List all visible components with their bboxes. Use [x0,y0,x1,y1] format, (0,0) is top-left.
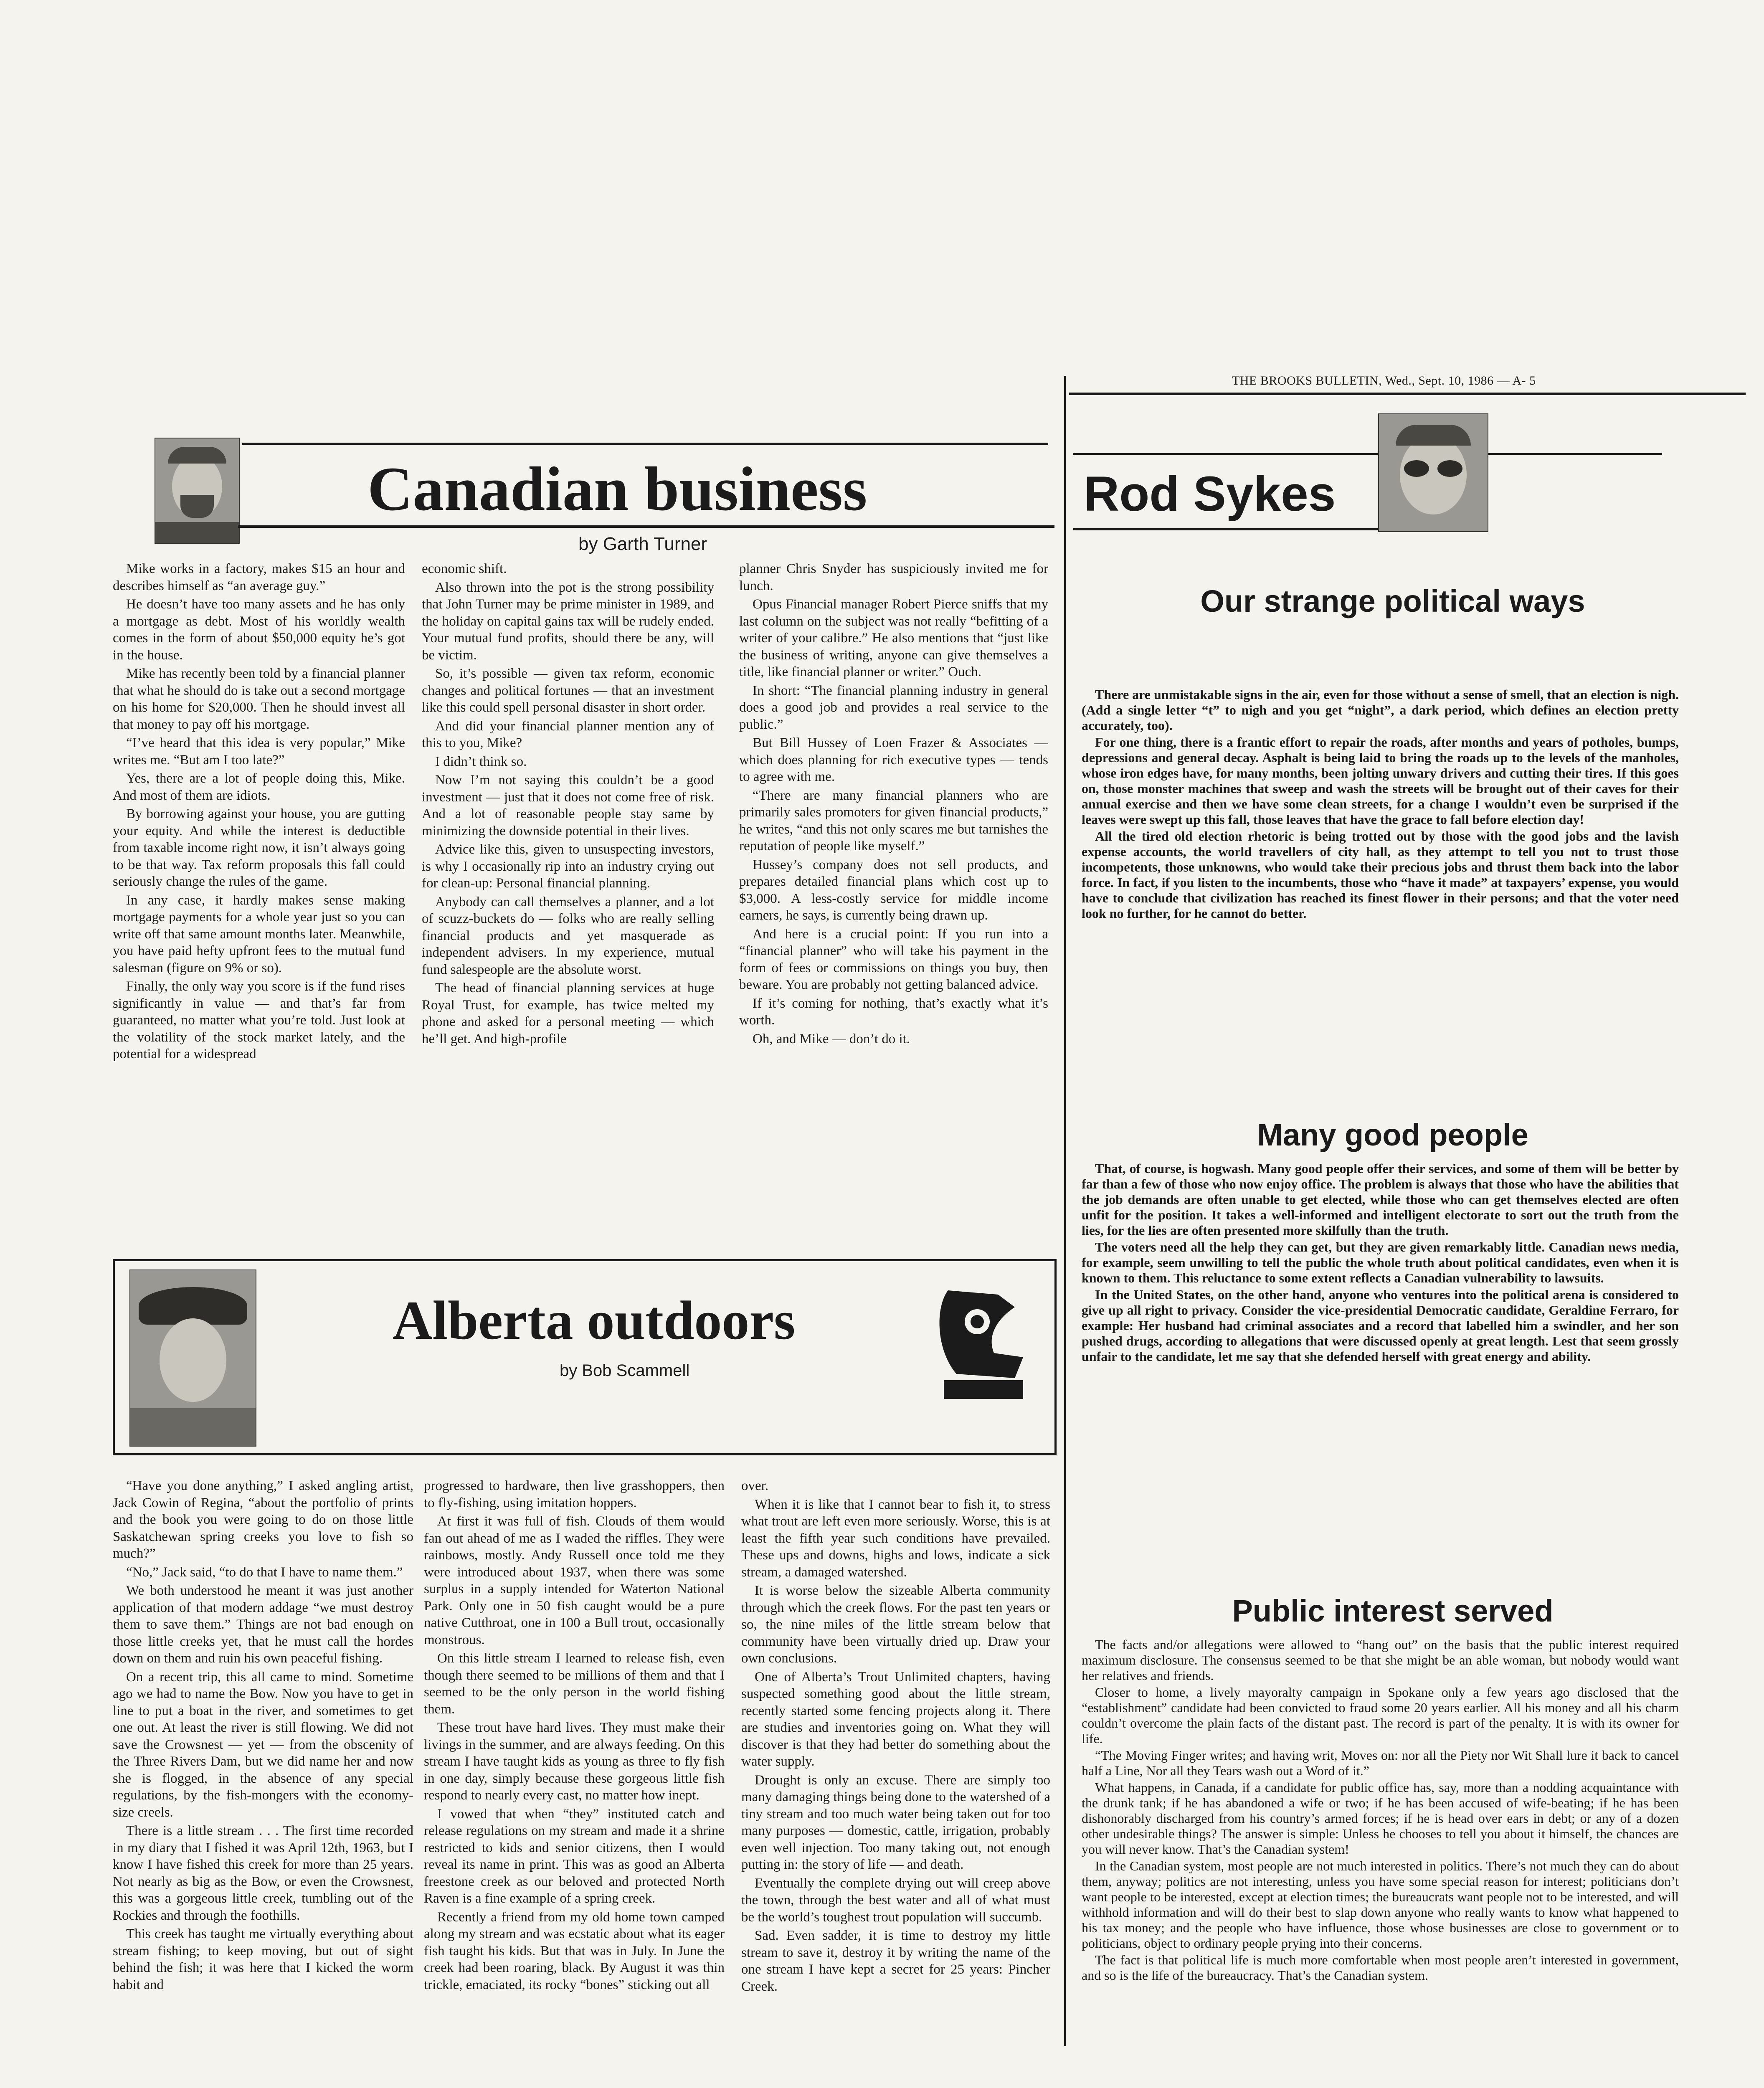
rule-bottom [238,525,1054,528]
article-column-1 [113,560,405,1224]
column-title: Alberta outdoors [393,1290,796,1351]
paragraph: There is a little stream . . . The first time recorded in my diary that I fished it was April 12th, 1963, but I know I have fished this creek for more than 25 years. Not nearly as big as the Bow, or even the Crowsnest, this was a gorgeous little creek, tumbling out of the Rockies and through the foothills. [113,1823,413,1923]
rod-sykes-photo [1378,413,1488,532]
paragraph: But Bill Hussey of Loen Frazer & Associates — which does planning for rich executive types — tends to agree with me. [739,735,1048,784]
paragraph: If it’s coming for nothing, that’s exactly what it’s worth. [739,996,1048,1028]
column-divider [1064,376,1066,2046]
paragraph: In short: “The financial planning industry in general does a good job and provides a real service to the public.” [739,683,1048,732]
paragraph: The head of financial planning services at huge Royal Trust, for example, has twice melted my phone and asked for a personal meeting — which he’ll get. And high-profile [422,981,714,1047]
paragraph: The facts and/or allegations were allowed to “hang out” on the basis that the public interest required maximum disclosure. The consensus seemed to be that she might be an able woman, but nobody would want her relatives and friends. [1082,1637,1679,1683]
paragraph: All the tired old election rhetoric is being trotted out by those with the good jobs and the lavish expense accounts, the world travellers of city hall, as they attempt to tell you not to trust those incompetents, those unknowns, who would take their precious jobs and thrust them back into the labor force. In fact, if you listen to the incumbents, those who “have it made” at taxpayers’ expense, you would have to conclude that civilization has reached its finest flower in their persons; and that the voter need look no further, for he cannot do better. [1082,829,1679,921]
paragraph: There are unmistakable signs in the air, even for those without a sense of smell, that an election is nigh. (Add a single letter “t” to nigh and you get “night”, a dark period, which defines an election pretty accurately, too). [1082,687,1679,733]
article-column-1 [113,1477,413,2075]
paragraph: Opus Financial manager Robert Pierce sniffs that my last column on the subject was not really “befitting of a writer of your calibre.” He also mentions that “just like the business of writing, anyone can give themselves a title, like financial planner or writer.” Ouch. [739,597,1048,679]
paragraph: Now I’m not saying this couldn’t be a good investment — just that it does not come free of risk. And a lot of reasonable people stay same by minimizing the downside potential in their lives. [422,773,714,839]
paragraph: By borrowing against your house, you are gutting your equity. And while the interest is deductible from taxable income right now, it isn’t always going to be that way. Tax reform proposals this fall could seriously change the rules of the game. [113,806,405,889]
paragraph: What happens, in Canada, if a candidate for public office has, say, more than a nodding acquaintance with the drunk tank; if he has abandoned a wife or two; if he has been accused of wife-beating; if he has been dishonorably discharged from his country’s armed forces; if he is head over ears in debt; or any of a dozen other undesirable things? The answer is simple: Unless he chooses to tell you about it himself, the chances are you will never know. That’s the Canadian system! [1082,1780,1679,1857]
ram-logo-icon [931,1282,1036,1403]
paragraph: And did your financial planner mention any of this to you, Mike? [422,718,714,750]
article-column-3 [739,560,1048,1224]
paragraph: “Have you done anything,” I asked angling artist, Jack Cowin of Regina, “about the portfolio of prints and the book you were going to do on those little Saskatchewan spring creeks you love to fish so much?” [113,1478,413,1561]
article-column-3 [741,1477,1050,2075]
paragraph: Closer to home, a lively mayoralty campaign in Spokane only a few years ago disclosed that the “establishment” candidate had been convicted to fraud some 20 years earlier. All his money and all his charm couldn’t overcome the plain facts of the distant past. The record is part of the penalty. It is with its owner for life. [1082,1685,1679,1746]
paragraph: Drought is only an excuse. There are simply too many damaging things being done to the watershed of a tiny stream and too much water being taken out for too many purposes — domestic, cattle, irrigation, probably even well injection. Too many taking out, not enough putting in: the story of life — and death. [741,1772,1050,1872]
paragraph: In any case, it hardly makes sense making mortgage payments for a whole year just so you can write off that same amount months later. Meanwhile, you have paid hefty upfront fees to the mutual fund salesman (figure on 9% or so). [113,892,405,976]
masthead-rule [1069,393,1746,395]
column-title: Canadian business [368,454,867,524]
section-body [1082,1637,1679,2088]
garth-turner-photo [155,438,240,544]
section-heading: Many good people [1257,1117,1528,1152]
paragraph: I vowed that when “they” instituted catch and release regulations on my stream and made it a shrine restricted to kids and senior citizens, then I would reveal its name in print. This was as good an Alberta freestone creek as our beloved and protected North Raven is a fine example of a spring creek. [424,1806,725,1906]
paragraph: The fact is that political life is much more comfortable when most people aren’t interested in government, and so is the life of the bureaucracy. That’s the Canadian system. [1082,1952,1679,1983]
paragraph: Also thrown into the pot is the strong possibility that John Turner may be prime minister in 1989, and the holiday on capital gains tax will be rudely ended. Your mutual fund profits, should there be any, will be victim. [422,580,714,663]
box-border-top [113,1259,1057,1261]
section-heading: Public interest served [1232,1594,1554,1628]
paragraph: Hussey’s company does not sell products, and prepares detailed financial plans which cost up to $3,000. A less-costly service for middle income earners, he says, is currently being drawn up. [739,857,1048,923]
article-column-2 [422,560,714,1224]
paragraph: So, it’s possible — given tax reform, economic changes and political fortunes — that an investment like this could spell personal disaster in short order. [422,666,714,715]
paragraph: For one thing, there is a frantic effort to repair the roads, after months and years of potholes, bumps, depressions and general decay. Asphalt is being laid to bring the roads up to the levels of the manholes, whose iron edges have, for many months, been jolting unwary drivers and cutting their tires. If this goes on, those monster machines that sweep and wash the streets will be brought out of their caves for their annual exercise and then we have some clean streets, for a change I wouldn’t even be surprised if the leaves were swept up this fall, those leaves that have the grace to fall before election day! [1082,735,1679,827]
paragraph: He doesn’t have too many assets and he has only a mortgage as debt. Most of his worldly wealth comes in the form of about $50,000 equity he’s got in the house. [113,597,405,663]
paragraph: That, of course, is hogwash. Many good people offer their services, and some of them will be better by far than a few of those who now enjoy office. The problem is always that those who have the abilities that the job demands are often unable to get elected, while those who can get themselves elected are often unfit for the position. It takes a well-informed and intelligent electorate to sort out the truth from the lies, for the lies are often presented more skilfully than the truth. [1082,1161,1679,1238]
paragraph: Eventually the complete drying out will creep above the town, through the best water and all of what must be the world’s toughest trout population will succumb. [741,1875,1050,1925]
byline: by Garth Turner [578,534,707,554]
paragraph: “No,” Jack said, “to do that I have to name them.” [126,1564,403,1580]
paragraph: planner Chris Snyder has suspiciously invited me for lunch. [739,561,1048,593]
paragraph: The voters need all the help they can get, but they are given remarkably little. Canadian news media, for example, seem unwilling to tell the public the whole truth about political candidates, even when it is known to them. This reluctance to some extent reflects a Canadian vulnerability to lawsuits. [1082,1239,1679,1285]
paragraph: In the United States, on the other hand, anyone who ventures into the political arena is considered to give up all right to privacy. Consider the vice-presidential Democratic candidate, Geraldine Ferraro, for example: Her husband had criminal associates and a record that labelled him a swindler, and her son pushed drugs, according to allegations that were discussed openly at great length. Lest that seem grossly unfair to the candidate, let me say that she defended herself with great energy and ability. [1082,1287,1679,1364]
paragraph: Finally, the only way you score is if the fund rises significantly in value — and that’s far from guaranteed, no matter what you’re told. Just look at the volatility of the stock market lately, and the potential for a widespread [113,979,405,1062]
box-border-right [1054,1259,1057,1455]
paragraph: Sad. Even sadder, it is time to destroy my little stream to save it, destroy it by writing the name of the one stream I have kept a secret for 25 years: Pincher Creek. [741,1928,1050,1994]
rule-top [242,443,1048,445]
paragraph: I didn’t think so. [435,754,527,769]
paragraph: At first it was full of fish. Clouds of them would fan out ahead of me as I waded the riffles. They were rainbows, mostly. Andy Russell once told me they were introduced about 1937, when there was some surplus in a supply intended for Waterton National Park. Only one in 50 fish caught would be a pure native Cutthroat, one in 100 a Bull trout, occasionally monstrous. [424,1514,725,1647]
column-title: Rod Sykes [1084,466,1336,522]
box-border-bottom [113,1453,1057,1455]
byline: by Bob Scammell [560,1361,690,1380]
section-body [1082,1161,1679,1587]
section-heading: Our strange political ways [1200,584,1585,618]
paragraph: On this little stream I learned to release fish, even though there seemed to be millions of them and that I seemed to be the only person in the world fishing them. [424,1651,725,1717]
section-body [1082,687,1679,1109]
paragraph: And here is a crucial point: If you run into a “financial planner” who will take his payment in the form of fees or commissions on things you buy, then beware. You are probably not getting balanced advice. [739,926,1048,992]
paragraph: Advice like this, given to unsuspecting investors, is why I occasionally rip into an industry crying out for clean-up: Personal financial planning. [422,842,714,891]
paragraph: Recently a friend from my old home town camped along my stream and was ecstatic about what its eager fish taught his kids. But that was in July. In June the creek had been roaring, black. By August it was thin trickle, emaciated, its rocky “bones” sticking out all [424,1909,725,1992]
paragraph: In the Canadian system, most people are not much interested in politics. There’s not much they can do about them, anyway; politics are not interesting, unless you have some special reason for interest; politicians don’t want people to be interested, except at election times; the bureaucrats want people not to be interested, and will withhold information and will do their best to slap down anyone who really wants to know what happened to his tax money; and the people who have influence, those whose businesses are close to government or to politicians, object to ordinary people prying into their concerns. [1082,1858,1679,1951]
paragraph: Oh, and Mike — don’t do it. [753,1031,910,1047]
rule-bottom [1073,528,1382,530]
bob-scammell-photo [129,1270,256,1447]
paragraph: This creek has taught me virtually everything about stream fishing; to keep moving, but out of sight behind the fish; it was here that I kicked the worm habit and [113,1926,413,1992]
paragraph: On a recent trip, this all came to mind. Sometime ago we had to name the Bow. Now you have to get in line to put a boat in the river, and sometimes to get one out. At least the river is still flowing. We did not save the Crowsnest — yet — from the obscenity of the Three Rivers Dam, but we did name her and now she is flogged, in the absence of any special regulations, by the fish-mongers with the economy-size creels. [113,1669,413,1820]
paragraph: over. [741,1478,769,1493]
paragraph: “There are many financial planners who are primarily sales promoters for given financial products,” he writes, “and this not only scares me but tarnishes the reputation of people like myself.” [739,788,1048,854]
paragraph: “I’ve heard that this idea is very popular,” Mike writes me. “But am I too late?” [113,735,405,768]
paragraph: Anybody can call themselves a planner, and a lot of scuzz-buckets do — folks who are really selling financial products and yet masquerade as independent advisers. In my experience, mutual fund salespeople are the absolute worst. [422,894,714,977]
paragraph: Yes, there are a lot of people doing this, Mike. And most of them are idiots. [113,771,405,803]
article-column-2 [424,1477,725,2075]
box-border-left [113,1259,115,1455]
paragraph: When it is like that I cannot bear to fish it, to stress what trout are left even more seriously. Worse, this is at least the fifth year such conditions have prevailed. These ups and downs, highs and lows, indicate a sick stream, a damaged watershed. [741,1497,1050,1580]
paragraph: We both understood he meant it was just another application of that modern addage “we must destroy them to save them.” Things are not bad enough on those little creeks yet, that he must call the hordes down on them and ruin his own peaceful fishing. [113,1583,413,1666]
paragraph: These trout have hard lives. They must make their livings in the summer, and are always feeding. On this stream I have taught kids as young as three to fly fish in one day, simply because these gorgeous little fish respond to nearly every cast, no matter how inept. [424,1720,725,1803]
paragraph: One of Alberta’s Trout Unlimited chapters, having suspected something good about the little stream, recently started some fencing projects along it. There are studies and inventories going on. What they will discover is that they had better do something about the water supply. [741,1669,1050,1769]
paragraph: Mike has recently been told by a financial planner that what he should do is take out a second mortgage on his home for $20,000. Then he should invest all that money to pay off his mortgage. [113,666,405,732]
masthead: THE BROOKS BULLETIN, Wed., Sept. 10, 1986 — A- 5 [1232,374,1536,388]
paragraph: “The Moving Finger writes; and having writ, Moves on: nor all the Piety nor Wit Shall lure it back to cancel half a Line, Nor all they Tears wash out a Word of it.” [1082,1748,1679,1778]
paragraph: It is worse below the sizeable Alberta community through which the creek flows. For the past ten years or so, the nine miles of the little stream below that community have been virtually dried up. Draw your own conclusions. [741,1583,1050,1666]
paragraph: economic shift. [422,561,507,576]
rule-top [1073,453,1662,455]
paragraph: progressed to hardware, then live grasshoppers, then to fly-fishing, using imitation hoppers. [424,1478,725,1510]
paragraph: Mike works in a factory, makes $15 an hour and describes himself as “an average guy.” [113,561,405,593]
